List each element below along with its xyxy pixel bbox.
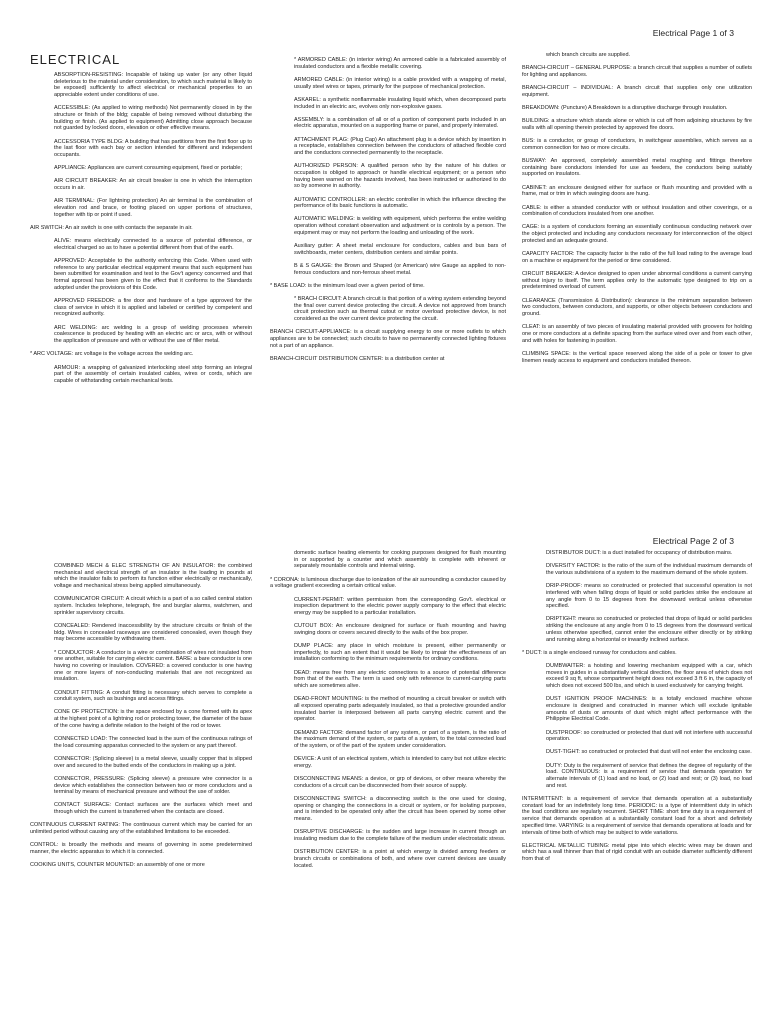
glossary-entry: COMMUNICATOR CIRCUIT: A circuit which is a part of a so called central station system. Includes telephone, telegraph, fire and burglar alarms, watchmen, and sprinkler supervisory circuits. [54,596,252,616]
glossary-entry: * CONDUCTOR: A conductor is a wire or combination of wires not insulated from one another, suitable for carrying electric current. BARE: a bare conductor is one having no covering or insulation. COVERED: a covered conductor is one having one or more layers of non-conducting materials that are not recognized as insulation. [54,649,252,683]
glossary-entry: CONNECTOR: (Splicing sleeve) is a metal sleeve, usually copper that is slipped over and secured to the butted ends of the conductors in making up a joint. [54,755,252,769]
text-column-1 [30,72,252,391]
glossary-entry: CUTOUT BOX: An enclosure designed for surface or flush mounting and having swinging doors or covers secured directly to the walls of the box proper. [294,623,506,636]
glossary-entry: DRIPTIGHT: means so constructed or protected that drops of liquid or solid particles striking the enclosure at any angle from 0 to 15 degrees from the downward vertical unless otherwise specified, cannot enter the enclosure either directly or by striking and running along a horizontal or inwardly inclined surface. [546,616,752,643]
text-column-3 [522,550,752,869]
glossary-entry: DISTRIBUTOR DUCT: is a duct installed for occupancy of distribution mains. [546,550,733,556]
glossary-entry: DEAD: means free from any electric connections to a source of potential difference from that of the earth. The term is used only with reference to current-carrying parts which are sometimes alive. [294,669,506,690]
glossary-entry: DUSTPROOF: so constructed or protected that dust will not interfere with successful operation. [546,729,752,743]
glossary-entry: APPLIANCE: Appliances are current consuming equipment, fixed or portable; [54,165,243,172]
glossary-entry: AUTHORIZED PERSON: A qualified person who by the nature of his duties or occupation is obliged to approach or handle electrical equipment; or a person who having been warned on the hazards involved, has been instructed or authorized to do so by someone in authority. [294,163,506,190]
glossary-entry: ASKAREL: a synthetic nonflammable insulating liquid which, when decomposed parts included in an electric arc, evolves only non-explosive gases. [294,96,506,110]
glossary-entry: INTERMITTENT: is a requirement of service that demands operation at a substantially constant load for an indefinitely long time. PERIODIC: is a type of intermittent duty in which the load conditions are regularly recurrent. SHORT TIME: short time duty is a requirement of service that demands operation at a substantially constant load for a short and definitely specified time. VARYING: is a requirement of service that demands operations at loads and for intervals of time both of which may be subject to wide variations. [522,795,752,836]
glossary-entry: CABLE: is either a stranded conductor with or without insulation and other coverings, or a combination of conductors insulated from one another. [522,204,752,218]
glossary-entry: CURRENT-PERMIT: written permission from the corresponding Gov't. electrical or inspection department to the electric power supply company to the effect that electric energy may be supplied to a particular installation. [294,596,506,616]
glossary-entry: BUSWAY: An approved, completely assembled metal roughing and fittings therefore containing bare conductors intended for use as feeders, the conductors being suitably supported on insulators. [522,158,752,178]
glossary-entry: BRANCH-CIRCUIT – GENERAL PURPOSE: a branch circuit that supplies a number of outlets for lighting and appliances. [522,65,752,78]
glossary-entry: CONDUIT FITTING: A conduit fitting is necessary which serves to complete a conduit system, such as bushings and access fittings. [54,689,252,703]
glossary-entry: COOKING UNITS, COUNTER MOUNTED: an assembly of one or more [30,862,205,869]
glossary-entry: APPROVED: Acceptable to the authority enforcing this Code. When used with reference to any particular electrical equipment means that such equipment has been submitted for examination and test to the Gov't agency concerned and that formal approval has been given to the effect that it conforms to the Standards adopted under the provisions of this Code. [54,258,252,291]
glossary-entry: DUMBWAITER: a hoisting and lowering mechanism equipped with a car, which moves in guides in a substantially vertical direction, the floor area of which does not exceed 9 sq ft, whose compartment height does not exceed 3 ft 6 in, the capacity of which does not exceed 500 lbs, and which is used exclusively for carrying freight. [546,662,752,690]
glossary-entry: CLIMBING SPACE: is the vertical space reserved along the side of a pole or tower to give linemen ready access to equipment and conductors installed thereon. [522,350,752,364]
glossary-entry: BRANCH CIRCUIT-APPLIANCE: is a circuit supplying energy to one or more outlets to which appliances are to be connected; such circuits to have no permanently connected lighting fixtures not a part of an appliance. [270,329,506,349]
glossary-entry: * BRACH CIRCUIT: A branch circuit is that portion of a wiring system extending beyond the final over current device protecting the circuit. A device not approved from branch circuit protection such as thermal cutout or motor overload protective device, is not considered as the over current device protecting the circuit. [294,296,506,323]
glossary-entry: DISRUPTIVE DISCHARGE: is the sudden and large increase in current through an insulating medium due to the complete failure of the medium under electrostatic stress. [294,829,506,842]
glossary-entry: DUST IGNITION PROOF MACHINES: is a totally enclosed machine whose enclosure is designed and constructed in manner which will exclude ignitable amounts of dusts or amounts of dust which might affect performance with the Philippine Electrical Code. [546,696,752,723]
text-column-2 [270,550,506,876]
glossary-entry: DEVICE: A unit of an electrical system, which is intended to carry but not utilize electric energy. [294,756,506,769]
glossary-entry: CAPACITY FACTOR: The capacity factor is the ratio of the full load rating to the average load on a machine or equipment for the period or time considered. [522,251,752,264]
glossary-entry: ELECTRICAL METALLIC TUBING: metal pipe into which electric wires may be drawn and which has a wall thinner than that of rigid conduit with an outside diameter sufficiently different from that of [522,842,752,863]
document-page-2 [0,528,768,1024]
glossary-entry: DIVERSITY FACTOR: is the ratio of the sum of the individual maximum demands of the various subdivisions of a system to the maximum demand of the whole system. [546,563,752,576]
glossary-entry: CLEARANCE (Transmission & Distribution): clearance is the minimum separation between two conductors, between conductors, and supports, or other objects between conductors and ground. [522,297,752,317]
glossary-entry: ARMOUR: a wrapping of galvanized interlocking steel strip forming an integral part of the assembly of certain insulated cables, wires or cords, which are capable of withstanding certain mechanical tests. [54,364,252,384]
glossary-entry: * DUCT: is a single enclosed runway for conductors and cables. [522,649,677,656]
glossary-entry: BREAKDOWN: (Puncture) A Breakdown is a disruptive discharge through insulation. [522,105,728,112]
glossary-entry: CIRCUIT BREAKER: A device designed to open under abnormal conditions a current carrying without injury to itself. The term applies only to the automatic type designed to trip on a predetermined overload of current. [522,270,752,291]
text-column-2 [270,57,506,369]
page-gap [0,495,768,528]
page-number-label: Electrical Page 1 of 3 [652,28,734,38]
glossary-entry: AIR TERMINAL: (For lightning protection) An air terminal is the combination of elevation rod and brace, or footing placed on upper portions of structures, together with tip or point if used. [54,198,252,218]
glossary-entry: DRIP-PROOF: means so constructed or protected that successful operation is not interfered with when falling drops of liquid or solid particles strike the enclosure at any angle from 0 to 15 degrees from the downward vertical unless otherwise specified. [546,583,752,610]
document-page-1 [0,0,768,495]
glossary-entry: CABINET: an enclosure designed either for surface or flush mounting and provided with a frame, mat or trim in which swinging doors are hung. [522,184,752,198]
glossary-entry: which branch circuits are supplied. [546,52,631,58]
glossary-entry: * ARMORED CABLE: (in interior wiring) An armored cable is a fabricated assembly of insulated conductors and a flexible metallic covering. [294,57,506,70]
page-number-label: Electrical Page 2 of 3 [652,536,734,546]
glossary-entry: DEMAND FACTOR: demand factor of any system, or part of a system, is the ratio of the maximum demand of the system, or parts of a system, to the total connected load of the system, or of the part of the system under consideration. [294,729,506,749]
text-column-3 [522,52,752,371]
glossary-entry: CONE OF PROTECTION: is the space enclosed by a cone formed with its apex at the highest point of a lightning rod or protecting tower, the diameter of the base of the cone having a definite relation to the height of the rod or tower. [54,709,252,729]
glossary-entry: ALIVE: means electrically connected to a source of potential difference, or electrical charged so as to have a potential different from that of the earth. [54,238,252,251]
glossary-entry: Auxiliary gutter: A sheet metal enclosure for conductors, cables and bus bars of switchboards, meter centers, distribution centers and similar points. [294,243,506,256]
glossary-entry: domestic surface heating elements for cooking purposes designed for flush mounting in or supported by a counter and which assembly is complete with inherent or separately mountable controls and internal wiring. [294,550,506,570]
glossary-entry: AIR CIRCUIT BREAKER: An air circuit breaker is one in which the interruption occurs in air. [54,178,252,192]
glossary-entry: ARMORED CABLE: (in interior wiring) is a cable provided with a wrapping of metal, usually steel wires or tapes, primarily for the purpose of mechanical protection. [294,76,506,90]
glossary-entry: DISCONNECTING MEANS: a device, or grp of devices, or other means whereby the conductors of a circuit can be disconnected from their source of supply. [294,776,506,789]
glossary-entry: COMBINED MECH & ELEC STRENGTH OF AN INSULATOR: the combined mechanical and electrical strength of an insulator is the loading in pounds at which the insulator fails to perform its function either electrically or mechanically, voltage and mechanical stress being applied simultaneously. [54,563,252,590]
glossary-entry: CONTACT SURFACE: Contact surfaces are the surfaces which meet and through which the current is transferred when the contacts are closed. [54,802,252,816]
glossary-entry: DUTY: Duty is the requirement of service that defines the degree of regularity of the load. CONTINUOUS: is a requirement of service that demands operation for alternate intervals of (1) load and no load, or (2) load and rest; or (3) load, no load and rest. [546,762,752,789]
glossary-entry: DEAD-FRONT MOUNTING: is the method of mounting a circuit breaker or switch with all exposed operating parts adequately insulated, so that a protective grounded and/or insulated barrier is interposed between all parts carrying electric current and the operator. [294,696,506,723]
glossary-entry: DISCONNECTING SWITCH: a disconnecting switch is the one used for closing, opening or changing the connections in a circuit or system, or for isolating purposes, and is intended to be operated only after the circuit has been opened by some other means. [294,795,506,823]
glossary-entry: ACCESSORIA TYPE BLDG: A building that has partitions from the first floor up to the last floor with each bay or section intended for different and independent occupants. [54,138,252,159]
glossary-entry: CONNECTOR, PRESSURE: (Splicing sleeve) a pressure wire connector is a device which establishes the connection between two or more conductors and a terminal by means of mechanical pressure and without the use of solder. [54,775,252,796]
glossary-entry: APPROVED FREEDOR: a fire door and hardware of a type approved for the class of service in which it is applied and labeled or certified by competent and recognized authority. [54,298,252,318]
glossary-entry: AUTOMATIC CONTROLLER: an electric controller in which the influence directing the performance of its basic functions is automatic. [294,196,506,210]
glossary-entry: ASSEMBLY: is a combination of all or of a portion of component parts included in an electric apparatus, mounted on a supporting frame or panel, and properly interrated. [294,116,506,130]
glossary-entry: BUILDING: a structure which stands alone or which is cut off from adjoining structures by fire walls with all opening therein protected by approved fire doors. [522,118,752,131]
glossary-entry: DISTRIBUTION CENTER: is a point at which energy is divided among feeders or branch circuits or combinations of both, and where over current devices are usually located. [294,849,506,869]
glossary-entry: B & S GAUGE: the Brown and Shaped (or American) wire Gauge as applied to non-ferrous conductors and non-ferrous sheet metal. [294,262,506,276]
glossary-entry: ACCESSIBLE: (As applied to wiring methods) Not permanently closed in by the structure or finish of the bldg; capable of being removed without disturbing the building or finish. (As applied to equipment) Admitting close approach because not guarded by locked doors, elevation or other effective means. [54,105,252,132]
glossary-entry: ARC WELDING: arc welding is a group of welding processes wherein coalescence is produced by heating with an electric arc or arcs, with or without the application of pressure and with or without the use of filler metal. [54,324,252,345]
glossary-entry: ATTACHMENT PLAG: (Plug Cap) An attachment plug is a device which by insertion in a receptacle, establishes connection between the conductors of attached flexible cord and the conductors connected permanently to the receptacle. [294,136,506,157]
glossary-entry: BRANCH-CIRCUIT DISTRIBUTION CENTER: is a distribution center at [270,356,445,362]
glossary-entry: DUMP PLACE: any place in which moisture is present, either permanently or imperfectly, to such an extent that it would be likely to impair the effectiveness of an installation conforming to the minimum requirements for ordinary conditions. [294,643,506,663]
text-column-1 [30,563,252,875]
glossary-entry: CONCEALED: Rendered inaccessibility by the structure circuits or finish of the bldg. Wires in concealed raceways are considered concealed, even though they may become accessible by withdrawing them. [54,622,252,643]
document-title: ELECTRICAL [30,52,121,67]
glossary-entry: CAGE: is a system of conductors forming an essentially continuous conducting network over the object protected and including any conductors necessary for interconnection of the object protected and an adequate ground. [522,224,752,244]
glossary-entry: AUTOMATIC WELDING: is welding with equipment, which performs the entire welding operation without constant observation and adjustment or is controls by a person. The equipment may or may not perform the loading and unloading of the work. [294,216,506,236]
glossary-entry: CONTINUOUS CURRENT RATING: The continuous current which may be carried for an unlimited period without causing any of the established limitations to be exceeded. [30,822,252,836]
glossary-entry: * CORONA: is luminous discharge due to ionization of the air surrounding a conductor caused by a voltage gradient exceeding a certain critical value. [270,576,506,590]
glossary-entry: * BASE LOAD: is the minimum load over a given period of time. [270,282,425,289]
glossary-entry: CONNECTED LOAD: The connected load is the sum of the continuous ratings of the load consuming apparatus connected to the system or any part thereof. [54,736,252,749]
glossary-entry: AIR SWITCH: An air switch is one with contacts the separate in air. [30,224,193,231]
glossary-entry: CONTROL: is broadly the methods and means of governing in some predetermined manner, the electric apparatus to which it is connected. [30,842,252,855]
glossary-entry: DUST-TIGHT: so constructed or protected that dust will not enter the enclosing case. [546,749,752,756]
glossary-entry: CLEAT: is an assembly of two pieces of insulating material provided with groovers for holding one or more conductors at a definite spacing from the surface wired over and from each other, and with holes for fastening in position. [522,324,752,344]
glossary-entry: BRANCH-CIRCUIT – INDIVIDUAL: A branch circuit that supplies only one utilization equipment. [522,85,752,98]
glossary-entry: ABSORPTION-RESISTING: Incapable of taking up water (or any other liquid deleterious to the material under consideration, to which such material is likely to be exposed) sufficiently to affect electrical or mechanical properties to an appreciable extent under conditions of use. [54,72,252,99]
glossary-entry: BUS: is a conductor, or group of conductors, in switchgear assemblies, which serves as a common connection for two or more circuits. [522,138,752,151]
glossary-entry: * ARC VOLTAGE: arc voltage is the voltage across the welding arc. [30,351,194,358]
